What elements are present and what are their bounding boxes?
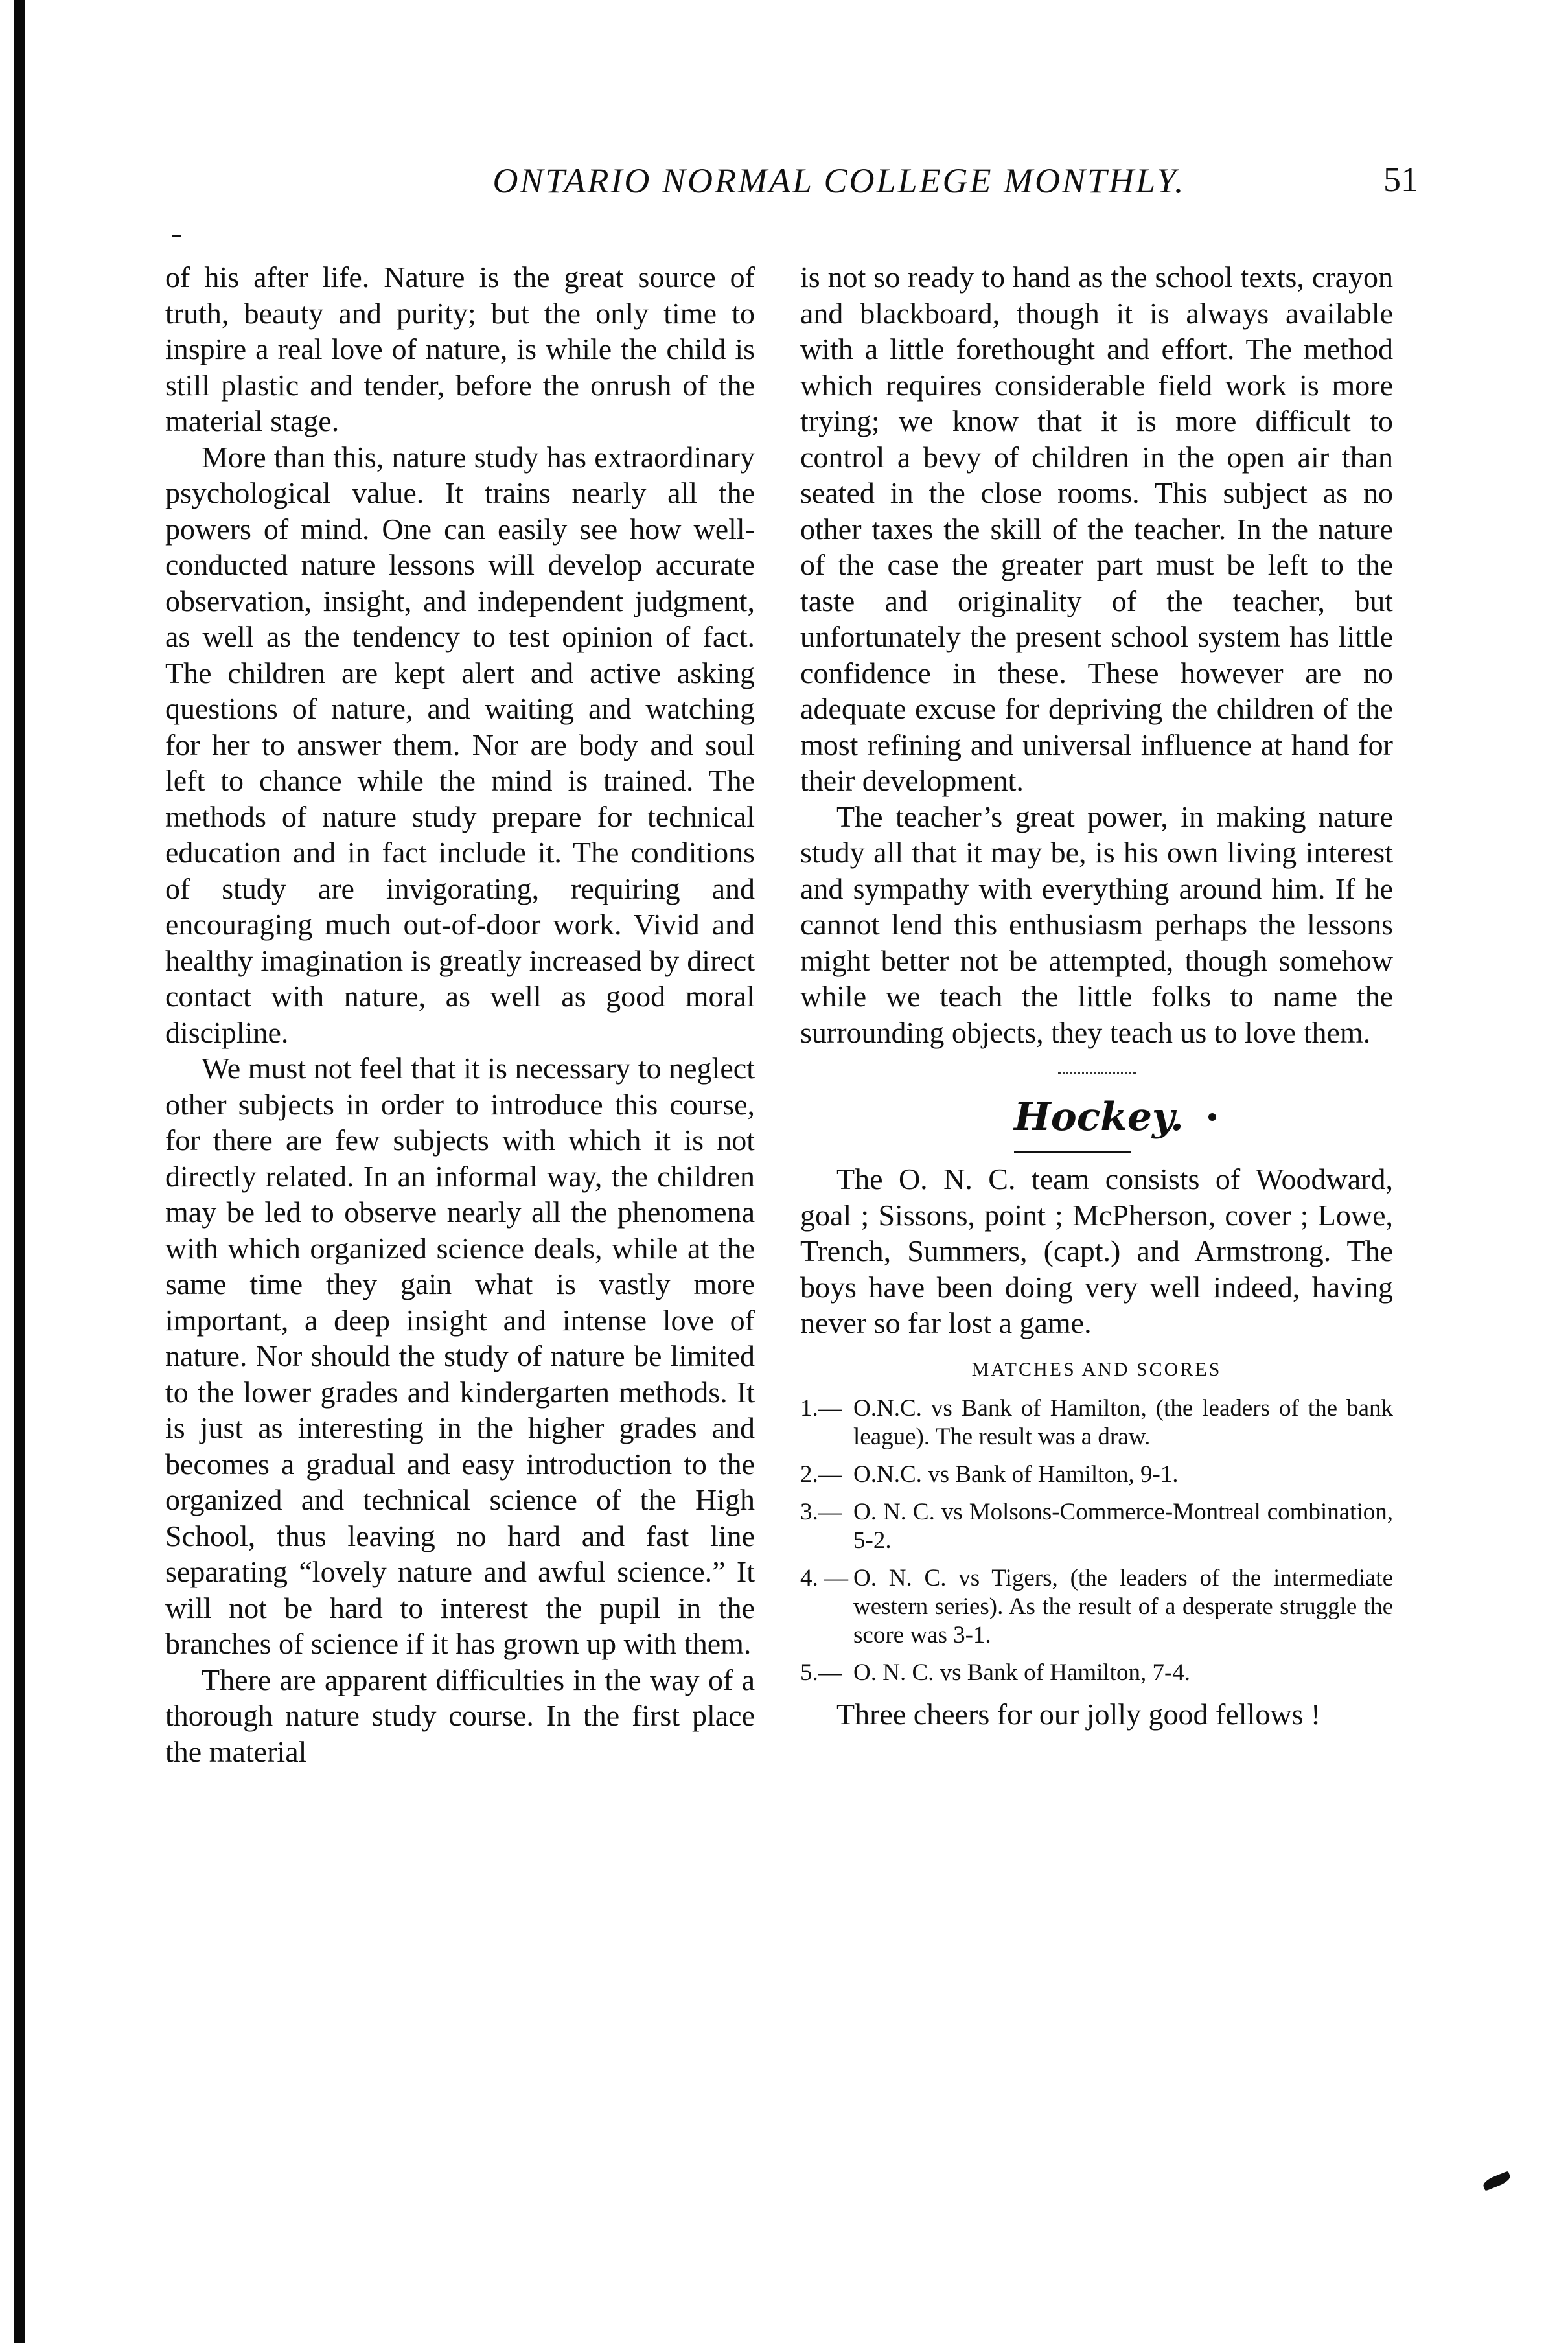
match-text: O. N. C. vs Tigers, (the leaders of the intermediate western series). As the result of a desperate struggle the score was 3-1.	[853, 1564, 1393, 1648]
section-separator	[1058, 1072, 1136, 1074]
paragraph: is not so ready to hand as the school texts, crayon and blackboard, though it is always available with a little forethought and effort. The method which requires considerable field work is more trying; we know that it is more difficult to control a bevy of children in the open air than seated in the close rooms. This subject as no other taxes the skill of the teacher. In the nature of the case the greater part must be left to the taste and originality of the teacher, but unfortunately the present school system has little confidence in these. These however are no adequate excuse for depriving the children of the most refining and universal influence at hand for their development.	[800, 260, 1393, 797]
match-text: O. N. C. vs Molsons-Commerce-Montreal combination, 5-2.	[853, 1498, 1393, 1554]
hockey-heading-block	[800, 1083, 1393, 1161]
matches-list	[800, 1394, 1393, 1687]
binding-edge	[14, 0, 25, 2343]
match-text: O. N. C. vs Bank of Hamilton, 7-4.	[853, 1659, 1191, 1686]
paragraph: More than this, nature study has extraordinary psychological value. It trains nearly all the powers of mind. One can easily see how well-conducted nature lessons will develop accurate observation, insight, and independent judgment, as well as the tendency to test opinion of fact. The children are kept alert and active asking questions of nature, and waiting and watching for her to answer them. Nor are body and soul left to chance while the mind is trained. The methods of nature study prepare for technical education and in fact include it. The conditions of study are invigorating, requiring and encouraging much out-of-door work. Vivid and healthy imagination is greatly increased by direct contact with nature, as well as good moral discipline.	[165, 440, 755, 1049]
heading-underline	[1014, 1151, 1131, 1153]
list-item	[800, 1460, 1393, 1489]
matches-heading: MATCHES AND SCORES	[971, 1358, 1222, 1380]
list-item	[800, 1498, 1393, 1555]
page-number: 51	[1383, 160, 1418, 199]
match-text: O.N.C. vs Bank of Hamilton, 9-1.	[853, 1460, 1179, 1488]
hockey-intro: The O. N. C. team consists of Woodward, goal ; Sissons, point ; McPherson, cover ; Lowe, Trench, Summers, (capt.) and Armstrong. The boys have been doing very well indeed, having never so far lost a game.	[800, 1162, 1393, 1339]
left-column	[165, 259, 755, 1770]
paragraph: We must not feel that it is necessary to neglect other subjects in order to introduce this course, for there are few subjects with which it is not directly related. In an informal way, the children may be led to observe nearly all the phenomena with which organized science deals, while at the same time they gain what is vastly more important, a deep insight and intense love of nature. Nor should the study of nature be limited to the lower grades and kindergarten methods. It is just as interesting in the higher grades and becomes a gradual and easy introduction to the organized and technical science of the High School, thus leaving no hard and fast line separating “lovely nature and awful science.” It will not be hard to interest the pupil in the branches of science if it has grown up with them.	[165, 1052, 755, 1660]
stray-dot	[1208, 1113, 1216, 1121]
list-item	[800, 1564, 1393, 1650]
paragraph: of his after life. Nature is the great source of truth, beauty and purity; but the only time to inspire a real love of nature, is while the child is still plastic and tender, before the onrush of the material stage.	[165, 260, 755, 437]
ink-mark	[1482, 2171, 1512, 2191]
match-number: 2.—	[800, 1460, 842, 1488]
match-number: 4. —	[800, 1564, 848, 1591]
list-item	[800, 1659, 1393, 1687]
match-number: 5.—	[800, 1659, 842, 1686]
match-number: 1.—	[800, 1394, 842, 1422]
match-number: 3.—	[800, 1498, 842, 1525]
running-title: ONTARIO NORMAL COLLEGE MONTHLY.	[492, 161, 1186, 200]
margin-tick	[172, 235, 181, 237]
paragraph: There are apparent difficulties in the way of a thorough nature study course. In the first place the material	[165, 1663, 755, 1768]
match-text: O.N.C. vs Bank of Hamilton, (the leaders of the bank league). The result was a draw.	[853, 1394, 1393, 1450]
list-item	[800, 1394, 1393, 1451]
paragraph: The teacher’s great power, in making nature study all that it may be, is his own living interest and sympathy with everything around him. If he cannot lend this enthusiasm perhaps the lessons might better not be attempted, though somehow while we teach the little folks to name the surrounding objects, they teach us to love them.	[800, 800, 1393, 1049]
section-heading: Hockey.	[1014, 1094, 1184, 1140]
closing-line: Three cheers for our jolly good fellows !	[836, 1697, 1321, 1731]
right-column	[800, 259, 1393, 1732]
